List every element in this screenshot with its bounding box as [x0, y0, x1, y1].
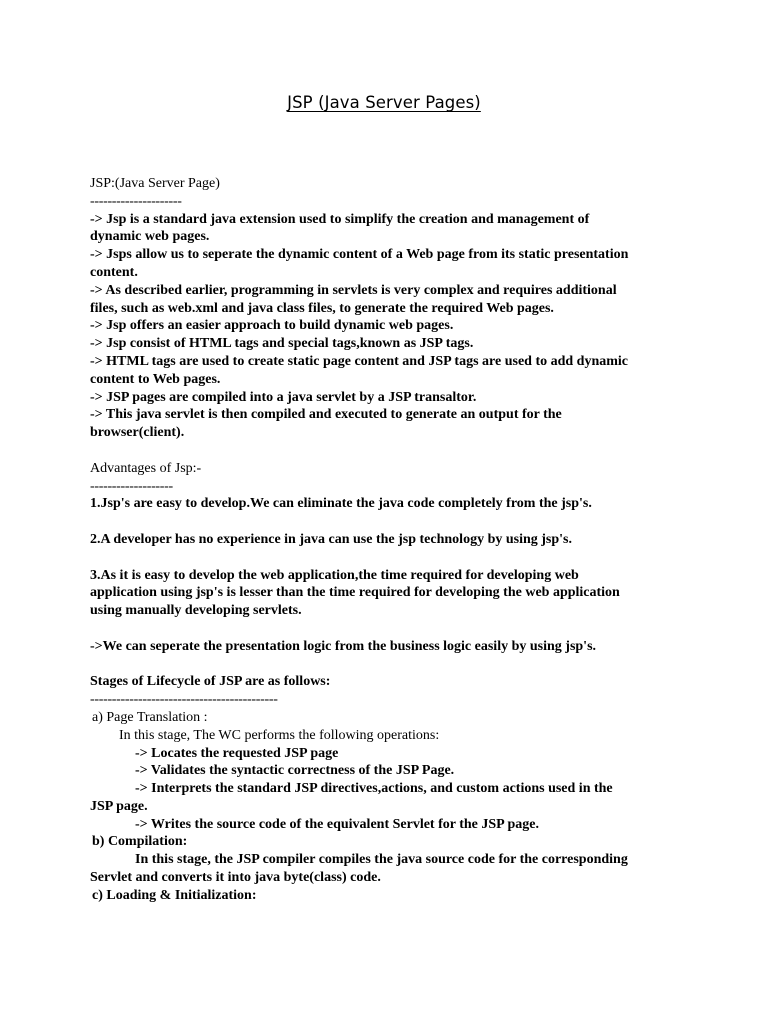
advantage-item: 3.As it is easy to develop the web application,the time required for developing web — [90, 567, 579, 583]
blank-line — [90, 656, 690, 674]
intro-rule: --------------------- — [90, 193, 182, 209]
stage-b-line: Servlet and converts it into java byte(class) code. — [90, 870, 381, 886]
advantage-item: using manually developing servlets. — [90, 603, 302, 619]
intro-line: files, such as web.xml and java class files, to generate the required Web pages. — [90, 300, 554, 316]
blank-line — [90, 620, 690, 638]
stage-a-item: -> Writes the source code of the equivalent Servlet for the JSP page. — [135, 816, 539, 832]
intro-line: content. — [90, 264, 138, 280]
intro-line: -> JSP pages are compiled into a java servlet by a JSP transaltor. — [90, 389, 477, 405]
intro-line: content to Web pages. — [90, 371, 221, 387]
blank-line — [90, 513, 690, 531]
advantage-item: ->We can seperate the presentation logic from the business logic easily by using jsp's. — [90, 638, 597, 654]
intro-line: -> Jsp consist of HTML tags and special tags,known as JSP tags. — [90, 336, 474, 352]
stage-a-title: a) Page Translation : — [92, 709, 208, 725]
stage-c-title: c) Loading & Initialization: — [92, 887, 257, 903]
intro-line: -> Jsp offers an easier approach to build dynamic web pages. — [90, 318, 454, 334]
blank-line — [90, 442, 690, 460]
advantages-heading: Advantages of Jsp:- — [90, 460, 202, 476]
stage-a-item: -> Locates the requested JSP page — [135, 745, 339, 761]
lifecycle-heading: Stages of Lifecycle of JSP are as follows: — [90, 674, 331, 690]
document-body — [90, 175, 690, 905]
intro-line: -> Jsp is a standard java extension used to simplify the creation and management of — [90, 211, 590, 227]
advantage-item: 1.Jsp's are easy to develop.We can eliminate the java code completely from the jsp's. — [90, 496, 592, 512]
intro-line: browser(client). — [90, 425, 185, 441]
advantage-item: application using jsp's is lesser than the time required for developing the web application — [90, 585, 620, 601]
document-title: JSP (Java Server Pages) — [287, 93, 481, 112]
stage-a-item: -> Interprets the standard JSP directives,actions, and custom actions used in the — [135, 781, 613, 797]
intro-line: -> As described earlier, programming in servlets is very complex and requires additional — [90, 282, 617, 298]
stage-a-item: -> Validates the syntactic correctness of the JSP Page. — [135, 763, 455, 779]
lifecycle-rule: ------------------------------------------- — [90, 692, 278, 708]
intro-line: -> This java servlet is then compiled and executed to generate an output for the — [90, 407, 562, 423]
stage-b-line: In this stage, the JSP compiler compiles the java source code for the corresponding — [135, 852, 628, 868]
intro-line: dynamic web pages. — [90, 229, 210, 245]
stage-a-intro: In this stage, The WC performs the following operations: — [119, 727, 440, 743]
stage-a-item-cont: JSP page. — [90, 798, 148, 814]
advantages-rule: ------------------- — [90, 478, 173, 494]
intro-line: -> HTML tags are used to create static page content and JSP tags are used to add dynamic — [90, 353, 629, 369]
intro-heading: JSP:(Java Server Page) — [90, 176, 220, 191]
blank-line — [90, 549, 690, 567]
advantage-item: 2.A developer has no experience in java can use the jsp technology by using jsp's. — [90, 531, 572, 547]
intro-line: -> Jsps allow us to seperate the dynamic content of a Web page from its static presentation — [90, 247, 629, 263]
stage-b-title: b) Compilation: — [92, 834, 188, 850]
